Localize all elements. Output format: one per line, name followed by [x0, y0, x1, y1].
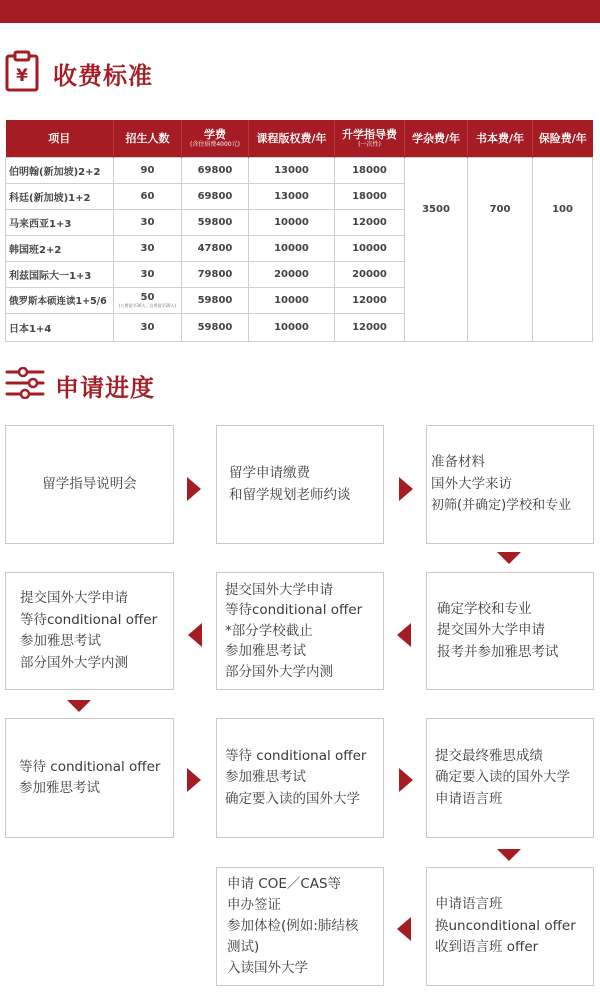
- table-header-row: [6, 120, 593, 157]
- step-2-box: [216, 425, 384, 544]
- step-line: 参加雅思考试: [225, 769, 306, 786]
- program-name: 伯明翰(新加坡)2+2: [6, 157, 114, 183]
- guidance-fee: 12000: [335, 287, 405, 313]
- clipboard-yen-icon: [5, 50, 39, 96]
- step-line: 留学指导说明会: [42, 475, 137, 492]
- misc-fee: 3500: [405, 157, 468, 341]
- step-line: 提交国外大学申请: [20, 590, 128, 606]
- step-5-box: [216, 572, 384, 690]
- guidance-fee: 12000: [335, 209, 405, 235]
- svg-text:¥: ¥: [16, 66, 28, 86]
- step-10-box: [426, 867, 594, 986]
- step-line: 确定要入读的国外大学: [435, 769, 570, 786]
- step-line: 提交国外大学申请: [225, 581, 333, 598]
- arrow-down-icon: [497, 849, 521, 861]
- step-line: 收到语言班 offer: [435, 939, 539, 956]
- tuition: 59800: [182, 209, 249, 235]
- course-fee: 10000: [249, 287, 335, 313]
- enrollment: 30: [114, 261, 182, 287]
- course-fee: 13000: [249, 157, 335, 183]
- enrollment: 90: [114, 157, 182, 183]
- guidance-fee: 12000: [335, 313, 405, 341]
- step-line: 参加雅思考试: [20, 633, 101, 649]
- header-insurance-fee: 保险费/年: [533, 120, 593, 157]
- guidance-fee: 18000: [335, 183, 405, 209]
- step-line: 确定要入读的国外大学: [225, 790, 360, 807]
- step-line: 参加体检(例如:肺结核: [227, 918, 359, 934]
- step-line: 报考并参加雅思考试: [437, 643, 559, 660]
- course-fee: 13000: [249, 183, 335, 209]
- header-misc-fee: 学杂费/年: [405, 120, 468, 157]
- arrow-right-icon: [187, 768, 201, 792]
- step-line: 等待conditional offer: [225, 602, 363, 619]
- header-course-fee: 课程版权费/年: [249, 120, 335, 157]
- enrollment: 30: [114, 313, 182, 341]
- step-1-box: [5, 425, 174, 544]
- step-8-box: [216, 718, 384, 838]
- step-line: 等待 conditional offer: [225, 747, 367, 764]
- fee-title-label: 收费标准: [53, 61, 153, 90]
- progress-section-title: [5, 365, 155, 405]
- step-line: 留学申请缴费: [229, 465, 310, 481]
- step-line: 申请语言班: [435, 896, 503, 913]
- arrow-right-icon: [187, 477, 201, 501]
- step-line: 申请 COE／CAS等: [227, 876, 342, 892]
- arrow-left-icon: [397, 623, 411, 647]
- enrollment: 60: [114, 183, 182, 209]
- arrow-down-icon: [67, 700, 91, 712]
- step-line: 确定学校和专业: [437, 600, 532, 617]
- step-line: 参加雅思考试: [19, 780, 100, 796]
- step-line: 等待 conditional offer: [19, 758, 161, 775]
- fee-section-title: [5, 50, 153, 96]
- enrollment: 30: [114, 209, 182, 235]
- guidance-fee: 18000: [335, 157, 405, 183]
- step-line: 和留学规划老师约谈: [229, 486, 351, 503]
- step-3-box: [426, 425, 594, 544]
- step-11-box: [216, 867, 384, 986]
- program-name: 科廷(新加坡)1+2: [6, 183, 114, 209]
- top-banner: [0, 0, 600, 23]
- tuition: 47800: [182, 235, 249, 261]
- arrow-down-icon: [497, 552, 521, 564]
- insurance-fee: 100: [533, 157, 593, 341]
- enrollment-note: (公费留学30人，自费留学20人): [118, 303, 177, 308]
- step-line: 等待conditional offer: [20, 611, 158, 628]
- step-line: 换unconditional offer: [435, 917, 576, 934]
- course-fee: 10000: [249, 235, 335, 261]
- guidance-fee: 10000: [335, 235, 405, 261]
- step-4-box: [426, 572, 594, 690]
- tuition: 59800: [182, 313, 249, 341]
- guidance-fee: 20000: [335, 261, 405, 287]
- fee-table: [5, 120, 593, 342]
- step-line: 申请语言班: [435, 790, 503, 807]
- step-line: 部分国外大学内测: [225, 663, 333, 680]
- arrow-right-icon: [399, 768, 413, 792]
- step-line: 提交国外大学申请: [437, 622, 545, 639]
- step-line: 国外大学来访: [431, 475, 512, 492]
- tuition: 69800: [182, 157, 249, 183]
- enrollment: 50: [140, 292, 155, 303]
- program-name: 利兹国际大一1+3: [6, 261, 114, 287]
- step-9-box: [426, 718, 594, 838]
- header-enrollment: 招生人数: [114, 120, 182, 157]
- step-line: 入读国外大学: [227, 960, 308, 976]
- step-line: 准备材料: [431, 454, 485, 471]
- header-book-fee: 书本费/年: [468, 120, 533, 157]
- header-tuition: 学费 (含住宿费4000元): [182, 120, 249, 157]
- course-fee: 10000: [249, 313, 335, 341]
- step-line: *部分学校截止: [225, 622, 313, 639]
- arrow-left-icon: [397, 917, 411, 941]
- progress-title-label: 申请进度: [55, 373, 155, 402]
- tuition: 79800: [182, 261, 249, 287]
- program-name: 韩国班2+2: [6, 235, 114, 261]
- step-line: 测试): [227, 939, 260, 955]
- step-line: 参加雅思考试: [225, 643, 306, 660]
- step-7-box: [5, 718, 174, 838]
- header-guidance-fee: 升学指导费 (一次性): [335, 120, 405, 157]
- arrow-left-icon: [188, 623, 202, 647]
- header-program: 项目: [6, 120, 114, 157]
- step-line: 申办签证: [227, 897, 281, 913]
- tuition: 59800: [182, 287, 249, 313]
- table-row: [6, 157, 593, 183]
- step-line: 部分国外大学内测: [20, 654, 128, 671]
- program-name: 马来西亚1+3: [6, 209, 114, 235]
- step-line: 提交最终雅思成绩: [435, 747, 543, 764]
- program-name: 日本1+4: [6, 313, 114, 341]
- program-name: 俄罗斯本硕连读1+5/6: [6, 287, 114, 313]
- sliders-icon: [5, 367, 45, 403]
- course-fee: 10000: [249, 209, 335, 235]
- book-fee: 700: [468, 157, 533, 341]
- step-6-box: [5, 572, 174, 690]
- step-line: 初筛(并确定)学校和专业: [431, 498, 572, 514]
- arrow-right-icon: [399, 477, 413, 501]
- enrollment: 30: [114, 235, 182, 261]
- tuition: 69800: [182, 183, 249, 209]
- enrollment-cell: [114, 287, 182, 313]
- course-fee: 20000: [249, 261, 335, 287]
